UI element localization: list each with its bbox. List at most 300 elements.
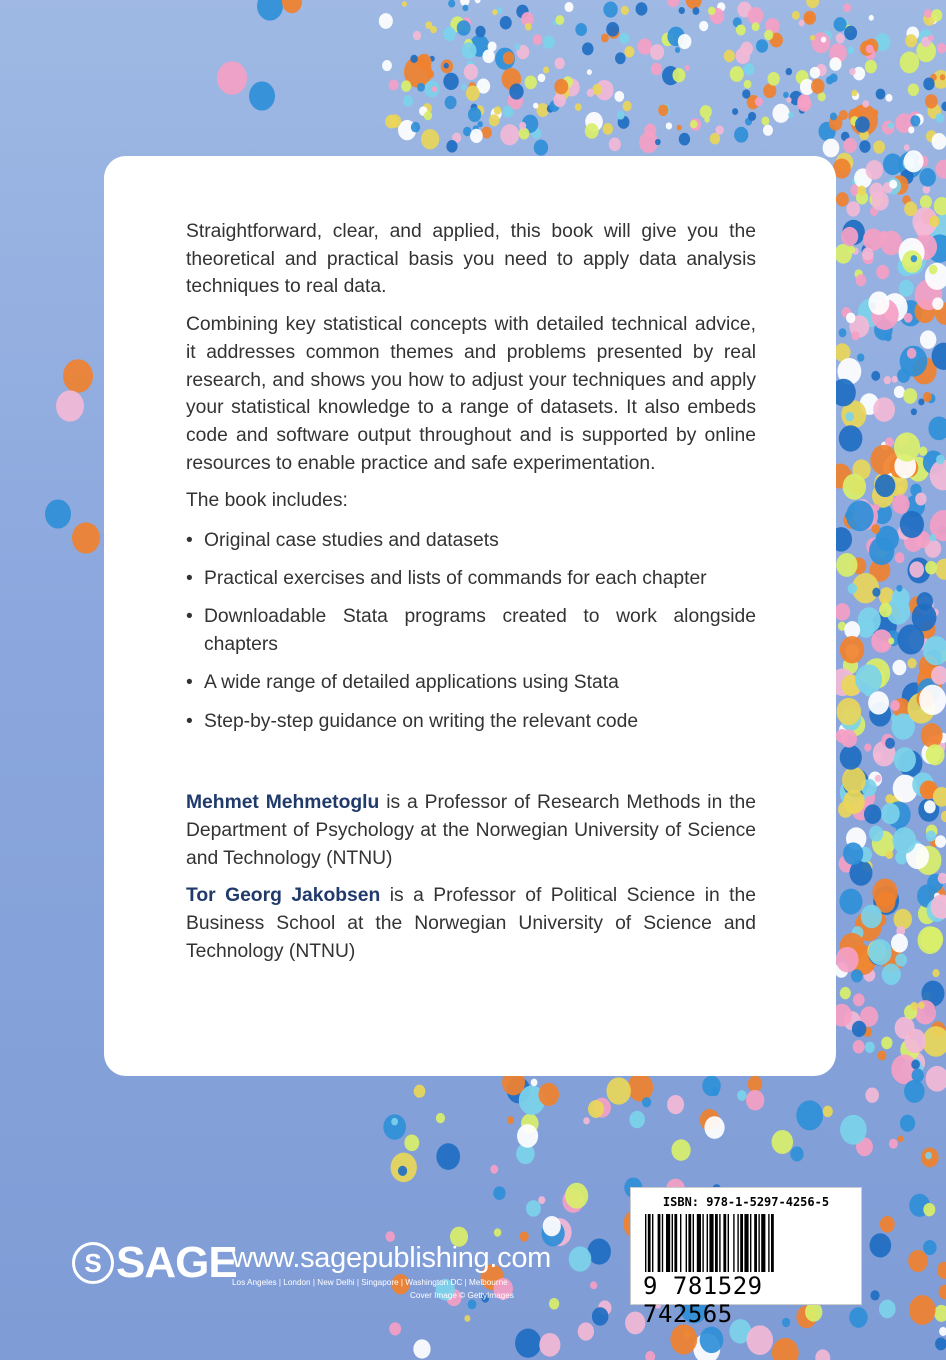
balloon <box>389 1322 401 1335</box>
balloon <box>883 153 902 175</box>
balloon <box>538 74 546 83</box>
balloon <box>843 138 857 153</box>
balloon <box>872 588 880 597</box>
author-bios <box>186 789 756 965</box>
balloon <box>389 79 399 90</box>
balloon <box>829 57 841 71</box>
balloon <box>884 376 891 384</box>
balloon <box>910 1002 918 1010</box>
balloon <box>873 504 879 511</box>
balloon <box>658 104 668 116</box>
balloon <box>623 101 632 111</box>
balloon <box>886 94 893 102</box>
balloon <box>636 2 648 15</box>
balloon <box>799 20 805 27</box>
balloon <box>851 969 863 982</box>
balloon <box>700 1327 724 1354</box>
bullet-icon: • <box>186 710 193 732</box>
balloon <box>379 13 393 29</box>
balloon <box>644 124 656 138</box>
barcode-bar <box>652 1214 653 1272</box>
balloon <box>889 1139 898 1149</box>
balloon <box>857 185 866 195</box>
balloon <box>538 1083 559 1106</box>
balloon <box>533 34 543 45</box>
publisher-url[interactable]: www.sagepublishing.com <box>232 1242 552 1274</box>
balloon <box>932 969 939 977</box>
balloon <box>908 1250 928 1272</box>
barcode-bar <box>662 1214 663 1272</box>
balloon <box>603 1 617 17</box>
balloon <box>937 43 946 54</box>
balloon <box>462 5 468 12</box>
balloon <box>882 964 901 985</box>
barcode-bar <box>709 1214 713 1272</box>
balloon <box>403 95 413 107</box>
balloon <box>497 7 503 13</box>
balloon <box>590 1281 597 1289</box>
balloon <box>924 9 932 18</box>
balloon <box>519 122 526 130</box>
author-bio-text: is a Professor of Research Methods in the Department of Psychology at the Norwegian University of Science and Technology (NTNU) <box>186 792 756 869</box>
balloon <box>880 1216 895 1233</box>
balloon <box>615 52 626 64</box>
balloon <box>905 34 917 47</box>
balloon <box>461 84 466 90</box>
balloon <box>692 7 699 15</box>
balloon <box>881 803 900 824</box>
balloon <box>507 1116 514 1124</box>
balloon <box>578 1322 594 1340</box>
balloon <box>871 524 880 534</box>
balloon <box>534 140 548 156</box>
balloon <box>843 3 851 12</box>
balloon <box>606 1077 630 1104</box>
balloon <box>908 83 919 96</box>
balloon <box>475 26 485 38</box>
balloon <box>900 511 924 538</box>
balloon <box>848 583 858 594</box>
balloon <box>748 7 764 25</box>
balloon <box>868 691 889 714</box>
balloon <box>840 745 862 770</box>
balloon <box>928 417 946 441</box>
balloon <box>464 64 478 80</box>
balloon <box>853 993 865 1006</box>
balloon <box>876 89 886 100</box>
balloon <box>903 388 917 404</box>
balloon <box>468 107 481 122</box>
balloon <box>936 455 945 465</box>
balloon <box>898 1136 904 1143</box>
balloon <box>642 1097 651 1107</box>
balloon <box>638 38 653 54</box>
balloon <box>457 20 471 36</box>
balloon <box>873 397 895 421</box>
balloon <box>565 1183 588 1209</box>
balloon <box>417 83 425 92</box>
balloon <box>925 561 937 575</box>
balloon <box>892 494 909 513</box>
balloon <box>509 83 523 99</box>
balloon <box>928 35 934 42</box>
balloon <box>923 1203 935 1216</box>
balloon <box>748 1076 763 1092</box>
balloon <box>875 775 881 782</box>
balloon <box>888 638 894 645</box>
balloon <box>866 160 883 180</box>
balloon <box>443 27 456 41</box>
balloon <box>870 1233 892 1257</box>
balloon <box>587 89 594 97</box>
balloon <box>911 1060 920 1070</box>
balloon <box>686 0 702 9</box>
balloon <box>900 1115 915 1132</box>
balloon <box>588 1100 604 1118</box>
balloon <box>470 129 483 143</box>
balloon <box>895 953 907 966</box>
balloon <box>724 50 735 63</box>
balloon <box>815 1349 830 1360</box>
balloon <box>935 113 944 123</box>
balloon <box>869 15 874 21</box>
balloon <box>839 425 863 451</box>
barcode-bar <box>658 1214 661 1272</box>
balloon <box>838 801 853 818</box>
balloon <box>446 140 457 153</box>
balloon <box>398 1166 407 1176</box>
balloon <box>734 127 748 143</box>
balloon <box>864 804 881 824</box>
bullet-icon: • <box>186 672 193 694</box>
balloon <box>515 44 521 51</box>
barcode-bar <box>719 1214 720 1272</box>
balloon <box>744 63 755 75</box>
barcode-bar <box>674 1214 677 1272</box>
balloon <box>786 68 793 75</box>
balloon <box>645 1351 655 1360</box>
list-item: • Step-by-step guidance on writing the relevant code <box>186 708 756 736</box>
balloon <box>436 1143 460 1170</box>
balloon <box>889 180 897 189</box>
balloon <box>940 74 945 80</box>
balloon <box>904 150 924 172</box>
balloon <box>811 79 825 94</box>
balloon <box>876 265 889 279</box>
balloon <box>796 1100 823 1130</box>
balloon <box>603 123 613 135</box>
balloon <box>861 905 882 929</box>
balloon <box>421 129 439 149</box>
balloon <box>869 183 883 199</box>
sage-logo <box>72 1238 237 1288</box>
balloon <box>938 1285 946 1300</box>
balloon <box>847 46 854 54</box>
sage-logo-icon: S <box>72 1242 114 1284</box>
balloon <box>768 72 780 86</box>
balloon <box>533 103 538 109</box>
balloon <box>417 54 432 70</box>
balloon <box>624 46 634 57</box>
balloon <box>494 106 501 114</box>
balloon <box>897 486 904 494</box>
balloon <box>492 9 497 15</box>
barcode-bar <box>771 1214 774 1272</box>
balloon <box>531 1079 538 1087</box>
balloon <box>404 1134 419 1151</box>
balloon <box>929 216 939 228</box>
balloon <box>935 1337 946 1350</box>
balloon <box>515 1328 541 1357</box>
balloon <box>699 21 708 31</box>
balloon <box>587 69 592 75</box>
balloon <box>870 445 897 475</box>
barcode-bar <box>715 1214 718 1272</box>
balloon <box>866 44 874 53</box>
balloon <box>700 105 712 118</box>
balloon <box>464 1315 470 1322</box>
balloon <box>763 125 773 136</box>
balloon <box>834 17 847 32</box>
balloon <box>869 825 883 841</box>
balloon <box>761 116 769 125</box>
balloon <box>846 500 874 531</box>
balloon <box>555 15 564 25</box>
balloon <box>804 11 817 25</box>
balloon <box>672 68 685 82</box>
publisher-cities: Los Angeles | London | New Delhi | Singapore | Washington DC | Melbourne <box>232 1278 508 1287</box>
balloon <box>895 552 905 563</box>
balloon <box>877 1050 886 1060</box>
balloon <box>582 42 594 55</box>
balloon <box>840 987 851 999</box>
balloon <box>628 1073 654 1102</box>
balloon <box>63 359 93 393</box>
balloon <box>836 729 849 743</box>
barcode-bar <box>723 1214 726 1272</box>
balloon <box>614 91 624 102</box>
balloon <box>679 7 685 14</box>
balloon <box>934 1305 946 1322</box>
balloon <box>919 685 946 715</box>
balloon <box>851 331 859 340</box>
balloon <box>812 32 831 53</box>
balloon <box>868 939 891 965</box>
balloon <box>868 291 889 315</box>
balloon <box>911 255 917 262</box>
balloon <box>904 1029 926 1053</box>
balloon <box>830 113 837 121</box>
balloon <box>792 11 800 20</box>
balloon <box>862 248 873 261</box>
balloon <box>904 1080 925 1103</box>
balloon <box>885 794 894 804</box>
balloon <box>716 125 724 134</box>
balloon <box>937 1262 946 1279</box>
balloon <box>56 390 84 421</box>
balloon <box>855 116 870 132</box>
bullet-icon: • <box>186 568 193 590</box>
balloon <box>732 108 738 115</box>
balloon <box>941 102 946 112</box>
balloon <box>899 280 914 297</box>
balloon <box>846 412 854 421</box>
balloon <box>755 97 763 106</box>
balloon <box>923 78 934 91</box>
balloon <box>843 474 866 500</box>
balloon <box>881 641 889 650</box>
balloon <box>865 1088 879 1103</box>
balloon <box>844 26 857 40</box>
balloon <box>679 133 690 146</box>
balloon <box>746 1090 764 1111</box>
balloon <box>810 67 820 79</box>
balloon <box>931 9 942 21</box>
balloon <box>410 55 417 63</box>
balloon <box>772 1338 799 1360</box>
balloon <box>710 133 720 145</box>
barcode-bar <box>697 1214 701 1272</box>
balloon <box>737 1090 747 1101</box>
balloon <box>609 138 621 152</box>
balloon <box>494 1228 502 1236</box>
balloon <box>764 30 773 40</box>
balloon <box>549 1298 559 1310</box>
barcode-bar <box>768 1214 769 1272</box>
barcode-digits: 9 781529 742565 <box>643 1272 763 1328</box>
balloon <box>921 927 943 952</box>
balloon <box>702 1076 720 1097</box>
balloon <box>932 297 943 310</box>
balloon <box>853 1040 865 1053</box>
balloon <box>886 850 894 859</box>
balloon <box>783 92 789 98</box>
balloon <box>885 738 895 749</box>
balloon <box>837 698 861 725</box>
balloon <box>414 1085 426 1098</box>
author-bio-2 <box>186 882 756 965</box>
balloon <box>923 1240 936 1255</box>
balloon <box>752 22 760 31</box>
barcode-bar <box>686 1214 687 1272</box>
balloon <box>840 1115 867 1145</box>
balloon <box>740 42 753 56</box>
balloon <box>926 830 936 841</box>
balloon <box>619 33 629 44</box>
balloon <box>413 31 421 40</box>
balloon <box>708 7 716 16</box>
balloon <box>834 603 850 621</box>
balloon <box>869 537 894 565</box>
balloon <box>839 328 847 337</box>
balloon <box>675 47 680 53</box>
description-text <box>186 218 756 975</box>
barcode-bar <box>737 1214 738 1272</box>
balloon <box>848 246 855 254</box>
balloon <box>756 39 768 53</box>
balloon <box>836 33 845 43</box>
barcode-bar <box>761 1214 765 1272</box>
balloon <box>894 747 916 772</box>
balloon <box>72 522 100 553</box>
balloon <box>475 0 481 3</box>
author-bio-text: is a Professor of Political Science in the Business School at the Norwegian University of Science and Technology (NTNU) <box>186 885 756 962</box>
bullet-icon: • <box>186 606 193 628</box>
balloon <box>893 827 917 853</box>
list-item: • A wide range of detailed applications using Stata <box>186 669 756 697</box>
balloon <box>894 386 905 398</box>
balloon <box>910 115 920 126</box>
balloon <box>583 1117 590 1124</box>
balloon <box>941 811 946 822</box>
balloon <box>797 94 810 109</box>
barcode-bar <box>754 1214 757 1272</box>
balloon <box>517 1124 538 1148</box>
balloon <box>863 228 883 251</box>
balloon <box>841 227 858 246</box>
balloon <box>896 585 902 592</box>
balloon <box>932 133 946 150</box>
balloon <box>690 120 697 128</box>
cover-image-credit: Cover Image © GettyImages <box>410 1291 514 1300</box>
balloon <box>851 90 857 97</box>
balloon <box>704 1116 724 1139</box>
balloon <box>929 265 938 275</box>
balloon <box>462 42 477 59</box>
balloon <box>282 0 302 13</box>
includes-heading: The book includes: <box>186 490 348 512</box>
balloon <box>503 106 514 118</box>
barcode-bar <box>707 1214 708 1272</box>
barcode-bar <box>688 1214 691 1272</box>
balloon <box>926 1066 946 1092</box>
balloon <box>926 744 945 765</box>
balloon <box>543 35 555 48</box>
balloon <box>936 160 946 179</box>
balloon <box>862 100 869 108</box>
balloon <box>846 201 860 216</box>
balloon <box>666 122 672 129</box>
balloon <box>907 348 917 359</box>
balloon <box>865 60 877 74</box>
balloon <box>892 660 906 676</box>
balloon <box>382 60 392 71</box>
balloon <box>500 16 512 29</box>
author-name: Mehmet Mehmetoglu <box>186 792 380 814</box>
balloon <box>667 0 679 7</box>
balloon <box>402 1 407 7</box>
balloon <box>426 70 434 79</box>
balloon <box>678 34 692 49</box>
author-name: Tor Georg Jakobsen <box>186 885 381 907</box>
balloon <box>904 313 913 323</box>
balloon <box>772 1130 793 1154</box>
balloon <box>888 122 894 128</box>
barcode-bar <box>693 1214 694 1272</box>
balloon <box>894 432 920 461</box>
balloon <box>925 1152 932 1159</box>
balloon <box>592 1307 609 1326</box>
balloon <box>448 0 455 8</box>
balloon <box>424 111 432 120</box>
balloon <box>879 1300 896 1319</box>
balloon <box>855 664 882 694</box>
balloon <box>543 66 549 73</box>
balloon <box>909 1295 936 1325</box>
balloon <box>836 553 857 577</box>
balloon <box>489 114 500 126</box>
barcode-bar <box>744 1214 748 1272</box>
